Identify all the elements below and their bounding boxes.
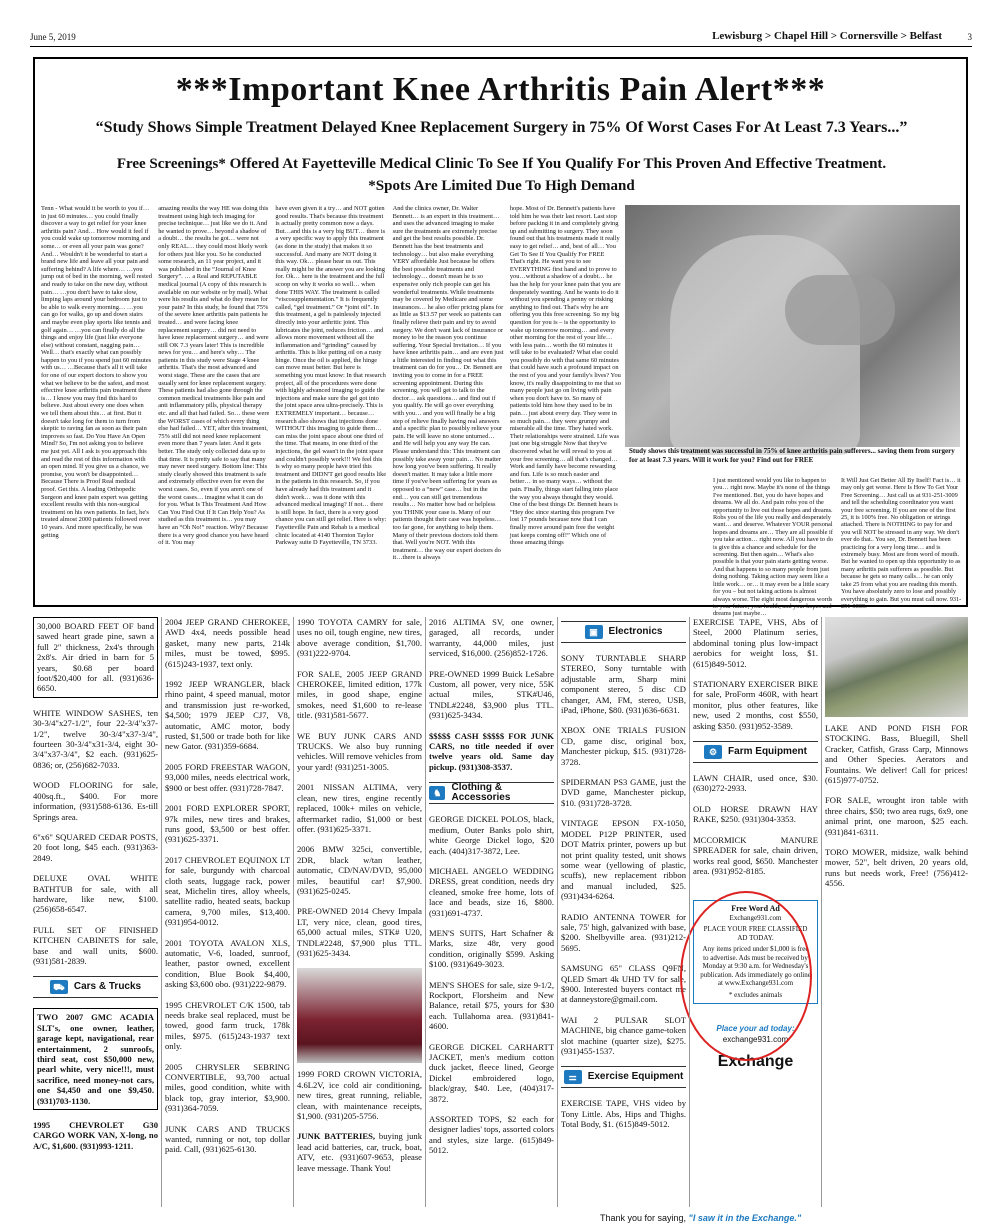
list-item: EXERCISE TAPE, VHS video by Tony Little. Abs, Hips and Thighs. Total Body, $1. (615)849-5012. (561, 1098, 686, 1130)
tv-icon: ▣ (585, 625, 603, 639)
list-item: 1990 TOYOTA CAMRY for sale, uses no oil, tough engine, new tires, above average condition, $1,700. (931)222-9704. (297, 617, 422, 659)
column-divider (689, 617, 690, 1207)
section-title: Electronics (608, 625, 663, 637)
list-item: WE BUY JUNK CARS AND TRUCKS. We also buy running vehicles. Will remove vehicles from your yard! (931)251-3005. (297, 730, 422, 772)
list-item: 2004 JEEP GRAND CHEROKEE, AWD 4x4, needs possible head gasket, many new parts, 214k miles, must be towed, $995. (615)243-1937, text only. (165, 617, 290, 669)
list-item: 2001 FORD EXPLORER SPORT, 97k miles, new tires and brakes, runs good, $3,500 or best offer. (931)625-3371. (165, 803, 290, 845)
list-item: 2006 BMW 325ci, convertible, 2DR, black w/tan leather, automatic, CD/NAV/DVD, 95,000 miles, beautiful car! $7,900. (931)625-0245. (297, 844, 422, 896)
list-item: MEN'S SUITS, Hart Schafner & Marks, size 48r, very good condition, originally $599. Asking $100. (931)649-3023. (429, 927, 554, 970)
thanks-quote: "I saw it in the Exchange." (688, 1213, 802, 1223)
classified-column-b (165, 617, 290, 1217)
car-icon: ⛟ (50, 980, 68, 994)
thanks-text: Thank you for saying, (600, 1213, 689, 1223)
section-title: Cars & Trucks (73, 981, 142, 993)
list-item: $$$$$ CASH $$$$$ FOR JUNK CARS, no title needed if over twelve years old. Same day pickup. (931)308-3537. (429, 730, 554, 772)
list-item: MICHAEL ANGELO WEDDING DRESS, great condition, needs dry cleaned, smoke free home, lots of lace and beads, size 16, $800. (931)691-4737. (429, 865, 554, 918)
word-ad-headline: PLACE YOUR FREE CLASSIFIED AD TODAY. (703, 925, 808, 942)
list-item: FOR SALE, wrought iron table with three chairs, $50; two area rugs, 6x9, one animal print, one maroon, $25 each. (931)841-6311. (825, 795, 968, 837)
list-item: LAKE AND POND FISH FOR STOCKING. Bass, Bluegill, Shell Cracker, Catfish, Grass Carp, Minnows and Other Species. Aerators and Fountains. We deliver! Call for prices! (615)977-0752. (825, 723, 968, 786)
knee-photo (625, 205, 960, 447)
list-item: 6"x6" SQUARED CEDAR POSTS, 20 foot long, $45 each. (931)363-2849. (33, 831, 158, 863)
free-word-ad[interactable] (693, 900, 818, 1004)
section-header-farm (693, 741, 818, 763)
list-item: 2016 ALTIMA SV, one owner, garaged, all records, under warranty, 44,000 miles, just serviced, $16,000. (256)852-1726. (429, 617, 554, 659)
issue-date: June 5, 2019 (30, 32, 76, 42)
list-item: 2001 NISSAN ALTIMA, very clean, new tires, engine recently replaced, 100k+ miles on vehicle, aftermarket radio, $1,000 or best offer. (931)625-3371. (297, 782, 422, 834)
section-header-clothing (429, 782, 554, 804)
list-item: 1992 JEEP WRANGLER, black rhino paint, 4 speed manual, motor and transmission just re-worked, $4,500; 1979 JEEP CJ7, V8, automatic, AMC motor, body rusted, $1,500 or trade both for like new Gator. (931)359-6684. (165, 679, 290, 752)
list-item: 1995 CHEVROLET C/K 1500, tab needs brake seal replaced, must be towed, good farm truck, 178k miles, $975. (615)243-1937 text only. (165, 999, 290, 1052)
tractor-icon: ⚙ (704, 745, 722, 759)
knee-arthritis-ad (33, 57, 968, 618)
list-item: GEORGE DICKEL CARHARTT JACKET, men's medium cotton duck jacket, fleece lined, George Dickel embroidered logo, black/gray, $40. Lee, (404)317-3872. (429, 1041, 554, 1104)
item-text: buying junk lead acid batteries, car, truck, boat, ATV, etc. (931)607-9653, please leave message. Thank You! (297, 1131, 422, 1173)
place-ad-label: Place your ad today: (716, 1024, 795, 1034)
list-item: 2001 TOYOTA AVALON XLS, automatic, V-6, loaded, sunroof, leather, pastor owned, excellent condition, Blue Book $4,400, asking $3,600 obo. (931)222-9879. (165, 937, 290, 990)
classified-column-f (693, 617, 818, 1217)
word-ad-site: Exchange931.com (729, 913, 782, 922)
list-item: OLD HORSE DRAWN HAY RAKE, $250. (931)304-3353. (693, 803, 818, 825)
list-item: WOOD FLOORING for sale, 400sq.ft., $400. For more information, (931)588-6136. Es-till Springs area. (33, 780, 158, 822)
list-item: SAMSUNG 65" CLASS Q9FN, QLED Smart 4k UHD TV for sale, $900. Interested buyers contact me at danneystore@gmail.com. (561, 963, 686, 1005)
list-item: DELUXE OVAL WHITE BATHTUB for sale, with all hardware, like new, $100. (256)658-6547. (33, 873, 158, 915)
classified-column-c (297, 617, 422, 1217)
ad-column-7: It Will Just Get Better All By Itself! Fact is… it may only get worse. Here Is How To Get Your Free Screening… Just call us at 931-251-3009 and tell the scheduling coordinator you want your free screening. If you are one of the first 25, it is 100% free. No obligation or strings attached. There is NOTHING to pay for and you will NOT be stressed in any way. We don't ever do that.. You see, Dr. Bennett has been practicing for a very long time… and is extremely busy. Most are from word of mouth. But he wanted to open up this opportunity to as many arthritis pain sufferers as possible. But because he gets so many calls… he can only take 25 from what you are reading this month. You have absolutely zero to lose and possibly everything to gain. But you must call now. 931-251-3009. (841, 477, 962, 610)
section-title: Farm Equipment (728, 745, 807, 757)
list-item: VINTAGE EPSON FX-1050, MODEL P12P PRINTER, used DOT Matrix printer, powers up but not print quality tested, unit shows some wear (yellowing of plastic, scuffs), new replacement ribbon and manual included, $25. (931)434-6264. (561, 818, 686, 902)
classified-column-a (33, 617, 158, 1217)
list-item: SONY TURNTABLE SHARP STEREO, Sony turntable with adjustable arm, Sharp mini component stereo, 5 disc CD changer, AM, FM, stereo, USB, iPad, iPhone, $80. (931)636-6631. (561, 653, 686, 716)
ad-subtitle: “Study Shows Simple Treatment Delayed Knee Replacement Surgery in 75% Of Worst Cases For At Least 7.3 Years...” (95, 119, 908, 136)
list-item: STATIONARY EXERCISER BIKE for sale, ProForm 460R, with heart monitor, plus other features, like new, used 2 months, cost $550, asking $350. (931)952-3589. (693, 679, 818, 731)
list-item: WAI 2 PULSAR SLOT MACHINE, big chance game-token slot machine (quarter size), $275. (931)455-1537. (561, 1014, 686, 1056)
list-item: FOR SALE, 2005 JEEP GRAND CHEROKEE, limited edition, 177k miles, in good shape, engine smokes, need $1,600 to re-lease title. (931)581-5677. (297, 668, 422, 721)
red-circle-mark (680, 891, 812, 1061)
section-title: Exercise Equipment (587, 1071, 684, 1083)
list-item: PRE-OWNED 1999 Buick LeSabre Custom, all power, very nice, 55K actual miles, STK#U46, TNDL#2248, $3,900 plus TTL. (931)625-3434. (429, 668, 554, 721)
classified-column-d (429, 617, 554, 1217)
list-item: FULL SET OF FINISHED KITCHEN CABINETS for sale, base and wall units, $600. (931)581-2839. (33, 924, 158, 966)
list-item: PRE-OWNED 2014 Chevy Impala LT, very nice, clean, good tires, 65,000 actual miles, STK# U20, TNDL#2248, $7,900 plus TTL. (931)625-3434. (297, 906, 422, 958)
column-divider (557, 617, 558, 1207)
list-item: 1999 FORD CROWN VICTORIA, 4.6L2V, ice cold air conditioning, new tires, great running, reliable, clean, with maintenance receipts, $1,900. (931)205-5756. (297, 1069, 422, 1121)
list-item: XBOX ONE TRIALS FUSION CD, game disc, original box, Manchester pickup, $15. (931)728-3728. (561, 725, 686, 767)
page-number: 3 (967, 32, 972, 42)
section-title: Clothing & Accessories (451, 781, 511, 804)
ad-column-2: amazing results the way HE was doing this treatment using high tech imaging for precise technique… just like we do it. And he wanted to prove… beyond a shadow of a doubt… the results he got… were not only REAL… they could most likely work for others just like you. So he conducted some research, an 11 year project, and it was published in the “Journal of Knee Surgery”. … a Real and REPUTABLE medical journal (A copy of this research is available on our website or by mail). What were his results and what do they mean for your pain? In this study, he found that 75% of the severe knee arthritis pain patients he treated… and were facing knee replacement surgery… did not need to have knee replacement surgery… and were still OK 7.3 years later! This is incredible news for you… and here's why… The patients in this study were Stage 4 knee arthritis. That's the most advanced and worst stage. These are the cases that are usually sent for knee replacement surgery. These patients had also gone through the common medical treatments like pain and anti inflammatory pills, physical therapy etc. and all that had failed. So… these were the WORST cases of which every thing else had failed… YET, after this treatment, 75% still did not need knee replacement even more than 7 years later. And it gets better. The study only collected data up to that time. It is pretty safe to say that many may never need surgery. Bottom line: This study clearly showed this treatment is safe and extremely effective even for even the worst cases. So, even if you aren't one of the worst cases… imagine what it can do for you. What Is This Treatment And How Can You Find Out If It Can Help You? As studied as this treatment is… you may have an “Oh No!” reaction. Why? Because there is a very good chance you have heard of it. You may (158, 205, 270, 547)
dumbbell-icon: ⚌ (564, 1070, 582, 1084)
classified-column-e (561, 617, 686, 1217)
column-divider (293, 617, 294, 1207)
car-photo (297, 968, 422, 1063)
column-divider (425, 617, 426, 1207)
footer-thanks (600, 1213, 801, 1223)
list-item: 2005 CHRYSLER SEBRING CONVERTIBLE, 93,700 actual miles, good condition, white with black top, gray interior, $3,900. (931)364-7059. (165, 1061, 290, 1114)
ad-column-4: And the clinics owner, Dr. Walter Bennett… is an expert in this treatment… and uses the advanced imaging to make sure the treatments are extremely precise and get the best results possible. Dr. Bennett has the best treatments and technology… but also make everything VERY affordable Just because he offers the best possible treatments and technology… doesn't mean he is so expensive only rich people can get his wonderful treatments. While treatments may be covered by Medicare and some insurances… he also offer pricing plans for as little as $13.57 per week so patients can finally relieve their pain and try to avoid surgery. We don't want lack of insurance or money to be the reason you continue suffering. Your Special Invitation… If you have knee arthritis pain… and are even just a little interested in finding out what this treatment can do for you… Dr. Bennett are inviting you to come in for a FREE screening appointment. During this screening, you will get to talk to the doctor… ask questions… and find out if you qualify. He will go over everything with you… and you will finally be a big step of relieve finally having real answers and a specific plan to possibly relieve your pain. He will leave no stone unturned… and He will help you any way He can. Please understand this: This treatment can possibly take away your pain… No matter how long you've been suffering. It really doesn't matter. It may take a little more time if you've been suffering for years as opposed to a “new” case… but in the end… you can still get tremendous results… No matter how bad or helpless you THINK your case is. Many of our patients thought their case was hopeless… too far gone, for anything to help them. Many of their previous doctors told them that. Well you're NOT. With this treatment… the way our expert doctors do it…there is always (392, 205, 504, 562)
section-header-exercise (561, 1066, 686, 1088)
list-item: EXERCISE TAPE, VHS, Abs of Steel, 2000 Platinum series, abdominal toning plus low-impact aerobics for weight loss, $1. (615)849-5012. (693, 617, 818, 669)
list-item: 30,000 BOARD FEET OF band sawed heart grade pine, sawn a full 2" thickness, 2x4's through 2x8's. Air dried in barn for 5 years, $0.68 per board foot/$20,400 for all. (931)636-6650. (33, 617, 158, 698)
boxed-list-item: TWO 2007 GMC ACADIA SLT's, one owner, leather, garage kept, navigational, rear entertainment, 2 sunroofs, third seat, cost $50,000 new, pearl white, very nice!!!, must sacrifice, need money-not cars, one $4,450 and one $9,450. (931)703-1130. (33, 1008, 158, 1110)
fish-photo (825, 617, 968, 717)
list-item: JUNK CARS AND TRUCKS wanted, running or not, top dollar paid. Call, (931)625-6130. (165, 1123, 290, 1155)
list-item: WHITE WINDOW SASHES, ten 30-3/4"x27-1/2", four 22-3/4"x37-1/2", twelve 30-3/4"x37-3/4", fourteen 30-3/4"x31-3/4, eight 30-3/4"x37-3/4", $2 each. (931)625-0836; or, (256)682-7033. (33, 707, 158, 770)
ad-columns (41, 205, 621, 605)
photo-caption: Study shows this treatment was successful in 75% of knee arthritis pain sufferers... saving them from surgery for at least 7.3 years. Will it work for you? Find out for FREE (629, 447, 955, 464)
list-item: 2005 FORD FREESTAR WAGON, 93,000 miles, needs electrical work, $900 or best offer. (931)728-7847. (165, 761, 290, 793)
classified-column-g (825, 617, 968, 1217)
section-header-electronics (561, 621, 686, 643)
ad-column-5: hope. Most of Dr. Bennett's patients have told him he was their last resort. Last stop before packing it in and completely giving up and submitting to surgery. They soon found out that his treatments made it really easy to get relief… and, best of all… You Get To See If You Qualify For FREE That's right. He want you to see EVERYTHING first hand and to prove to you…without a shadow of a doubt… he has the help for your knee pain that you are desperately wanting. And he wants to do it without you spending a penny or risking anything to find out. That's why he are offering you this free screening. So my big question for you is – is the opportunity to wake up tomorrow morning… and every other morning for the rest of your life… with less pain… worth the 60 minutes it will take to be evaluated? What else could you possibly do with that same 60 minutes that could have such a profound impact on the rest of you and your family's lives? You know, it's really disappointing to me that so many people just go on living with pain when you don't have to. So many of patients told him how they used to be in pain… just about every day. They were in so much pain… they were grumpy and miserable all the time. They hated work. Their relationships were strained. Life was just one big struggle Now that they've discovered what he will reveal to you at your free screening… all that's changed… Work and family have become rewarding and fun. Life is so much easier and better… in so many ways… without the pain. Finally, things start falling into place the way you always thought they would. One of the best things Dr. Bennett hears is “Hey doc since starting this program I've lost 17 pounds because now that I can finally move around pain free the weight just keeps coming off!” Which one of those amazing things (509, 205, 621, 547)
knee-shape (670, 235, 860, 455)
list-item: GEORGE DICKEL POLOS, black, medium, Outer Banks polo shirt, white George Dickel logo, $20 each. (404)317-3872, Lee. (429, 814, 554, 856)
exchange-logo: Exchange (717, 1053, 794, 1071)
ad-title: ***Important Knee Arthritis Pain Alert*** (175, 71, 826, 108)
list-item: SPIDERMAN PS3 GAME, just the DVD game, Manchester pickup, $10. (931)728-3728. (561, 777, 686, 808)
list-item: 1995 CHEVROLET G30 CARGO WORK VAN, X-long, no A/C, $1,600. (931)993-1211. (33, 1120, 158, 1151)
hand-shape (785, 275, 895, 345)
list-item (297, 1131, 422, 1173)
bold-lead: JUNK BATTERIES, (297, 1131, 376, 1142)
column-divider (161, 617, 162, 1207)
breadcrumb: Lewisburg > Chapel Hill > Cornersville > Belfast (712, 30, 942, 42)
list-item: MCCORMICK MANURE SPREADER for sale, chain driven, works real good, $650. Manchester area. (931)952-8185. (693, 834, 818, 876)
list-item: ASSORTED TOPS, $2 each for designer ladies' tops, assorted colors and styles, size large. (615)849-5012. (429, 1114, 554, 1156)
ad-column-6: I just mentioned would you like to happen to you… right now. Maybe it's none of the things I've mentioned. But, you do have hopes and dreams. We all do. And pain robs you of the opportunity to live out those hopes and dreams. Robs you of the life you really and desperately want… and deserve. Whatever YOUR personal hopes and dreams are… They are all possible if you take action… right now. All you have to do is give this a chance and schedule for the screening. But then again… What's also possible is that your pain starts getting worse. And that happens to so many people from just doing nothing. Taking action may seem like a little work… or… it may even be a little scary for you – but not taking actions is almost always worse. The eight most dangerous words to your future, your health, and your hopes and dreams just maybe… (713, 477, 833, 618)
word-ad-note: * excludes animals (728, 990, 783, 999)
place-ad-link[interactable]: exchange931.com (722, 1034, 789, 1044)
list-item: LAWN CHAIR, used once, $30. (630)272-2933. (693, 773, 818, 794)
list-item: MEN'S SHOES for sale, size 9-1/2, Rockport, Florsheim and New Balance, retail $75, yours for $30 each. Tullahoma area. (931)841-4600. (429, 979, 554, 1032)
shirt-icon: ♞ (429, 786, 445, 800)
list-item: RADIO ANTENNA TOWER for sale, 75' high, galvanized with base, $200. Shelbyville area. (931)212-5695. (561, 911, 686, 953)
list-item: TORO MOWER, midsize, walk behind mower, 52", belt driven, 20 years old, runs but needs work, Free! (756)412-4556. (825, 847, 968, 889)
list-item: 2017 CHEVROLET EQUINOX LT for sale, burgundy with charcoal cloth seats, luggage rack, power seat, Michelin tires, alloy wheels, satellite radio, heated seats, backup camera, 9,700 miles, $13,400. (931)954-0012. (165, 854, 290, 928)
column-divider (821, 617, 822, 1207)
section-header-cars-trucks (33, 976, 158, 998)
ad-columns-lower (713, 477, 963, 618)
word-ad-body: Any items priced under $1,000 is free to advertise. Ads must be received by Monday at 9:30 a.m. for Wednesday's publication. Ads immediately go online at www.Exchange931.com (700, 945, 811, 988)
ad-offer: Free Screenings* Offered At Fayetteville Medical Clinic To See If You Qualify For This Proven And Effective Treatment. *Spots Are Limited Due To High Demand (116, 156, 887, 194)
header-rule (30, 46, 972, 47)
page-header (30, 30, 972, 46)
word-ad-title: Free Word Ad (731, 904, 780, 914)
ad-column-1: Tenn - What would it be worth to you if… in just 60 minutes… you could finally discover a way to get relief for your knee arthritis pain? And… How would it feel if you could wake up tomorrow morning and some… or even all your pain was gone? And… Wouldn't it be wonderful to start a brand new life and leave all your pain and suffering behind? A life where… …you jump out of bed in the morning, well rested and ready to take on the new day, without pain… …you don't have to take slow, limping laps around your bedroom just to be able to walk every morning… …you can go for walks, go up and down stairs and maybe even play sports like tennis and golf again… …you can finally do all the things and enjoy life (just like everyone else) without constant, nagging pain… Well… that's exactly what can possibly happen to you if you spend just 60 minutes with us… …Because that's all it will take for one of our expert doctors to show you what we believe to be the safest, and most effective knee arthritis pain treatment there is… I know you may find this hard to believe. Just about every one does when we tell them about this… at first. But it doesn't take long for them to turn from skeptic to raving fan as soon as their pain improves so fast. Do You Have An Open Mind? So, I'm not asking you to believe me just yet. All I ask is you approach this and read the rest of this information with an open mind. If you give us a chance, we promise, you won't be disappointed… Because There is Proof Real medical proof. Get this. A leading Orthopedic Surgeon and knee pain expert was getting excellent results with this non-surgical treatment on his own patients. In fact, he's treated almost 2000 patients followed over 10 years. And more specifically, he was getting (41, 205, 152, 539)
ad-column-3: have even given it a try… and NOT gotten good results. That's because this treatment is actually pretty common now a days. But…and this is a very big BUT… there is a very specific way to apply this treatment (as done in the study) that makes it so successful. And many are NOT doing it this way. Ok… please hear us out. This really might be the answer you are looking for. Ok… here is the treatment and the full scoop on why it works so well… when done THIS WAY. The treatment is called “viscosupplementation.” It is frequently called, “gel treatment.” Or “joint oil”. In this treatment, a gel is painlessly injected directly into your arthritic joint. This lubricates the joint, reduces friction… and allows more movement without all the inflammation and “grinding” caused by arthritis. This is like putting oil on a rusty hinge. Once the oil is applied, the hinge can move must better. But here is something you must know: In that research project, all of the procedures were done with highly advanced imaging to guide the injections and make sure the gel got into the joint space area ultra-precisely. This is EXTREMELY important… because… research also shows that injections done WITHOUT this imaging to guide them… can miss the joint space about one third of the time. That means, in one third of the injections, the gel wasn't in the joint space and couldn't possibly work!!! We feel this is why so many people have tried this treatment and DIDN'T get good results like in the patients in this research. So, if you have already had this treatment and it didn't work… was it done with this advanced medical imaging? If not… there is still hope. In fact, there is a very good chance you can still get relief. Here is why: Fayetteville Pain and Rehab is a medical clinic located at 4140 Thornton Taylor Parkway suite D Fayetteville, TN 3733. (275, 205, 387, 547)
